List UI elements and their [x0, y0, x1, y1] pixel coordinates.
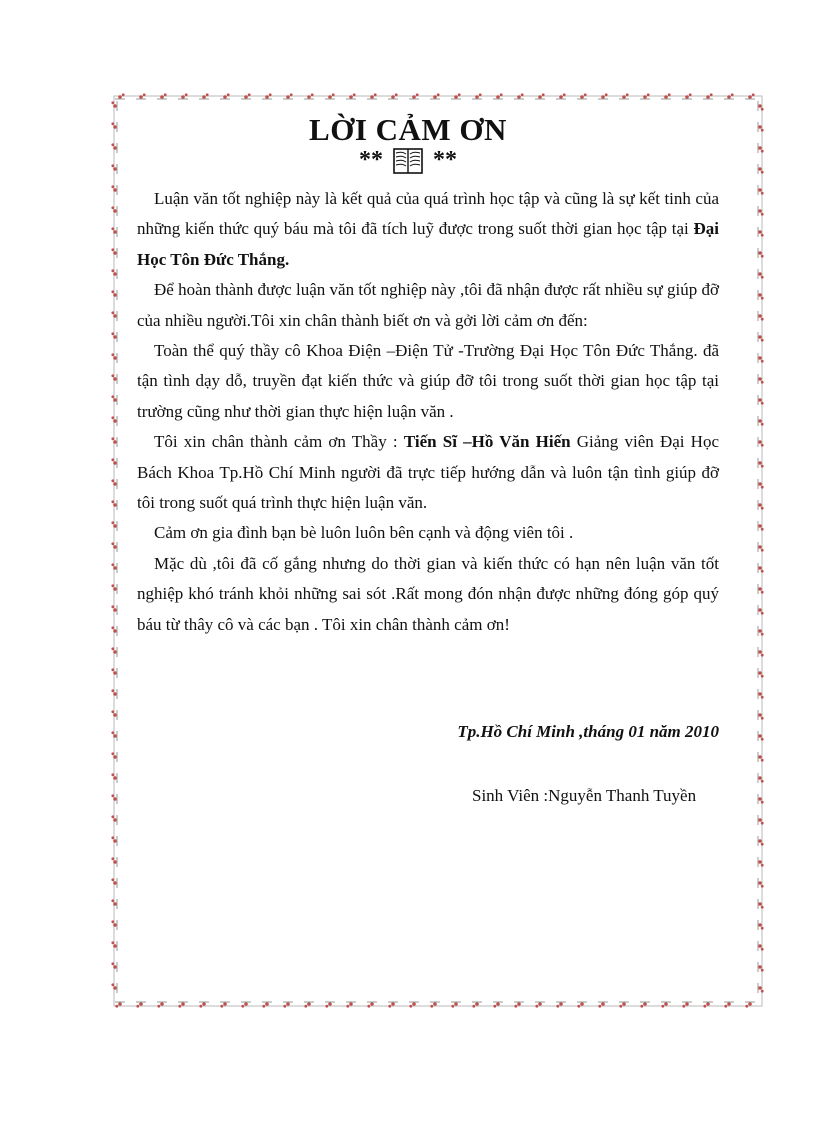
- paragraph-intro: [137, 184, 719, 275]
- ornament-stars-left: **: [359, 147, 383, 173]
- paragraph-thanks-lead: [137, 275, 719, 336]
- ornament-stars-right: **: [433, 147, 457, 173]
- paragraph-family: [137, 518, 719, 548]
- university-name: Đại Học Tôn Đức Thắng.: [137, 219, 719, 269]
- paragraph-text: Giảng viên Đại Học Bách Khoa Tp.Hồ Chí Minh người đã trực tiếp hướng dẫn và luôn tận tình giúp đỡ tôi trong suốt quá trình thực hiện luận văn.: [137, 432, 719, 513]
- paragraph-text: Tôi xin chân thành cảm ơn Thầy :: [154, 432, 404, 452]
- student-signature: Sinh Viên :Nguyễn Thanh Tuyền: [472, 786, 697, 805]
- title-ornament: [0, 147, 816, 174]
- place-date: Tp.Hồ Chí Minh ,tháng 01 năm 2010: [457, 722, 719, 741]
- paragraph-text: Toàn thể quý thầy cô Khoa Điện –Điện Tử -Trường Đại Học Tôn Đức Thắng. đã tận tình dạy dỗ, truyền đạt kiến thức và giúp đỡ tôi trong suốt thời gian học tập tại trường cũng như thời gian thực hiện luận văn .: [137, 341, 719, 421]
- paragraph-text: Cảm ơn gia đình bạn bè luôn luôn bên cạnh và động viên tôi .: [154, 523, 574, 543]
- paragraph-closing: [137, 549, 719, 640]
- page-title: LỜI CẢM ƠN: [309, 112, 507, 147]
- advisor-name: Tiến Sĩ –Hồ Văn Hiến: [403, 432, 571, 452]
- paragraph-text: Luận văn tốt nghiệp này là kết quả của quá trình học tập và cũng là sự kết tinh của những kiến thức quý báu mà tôi đã tích luỹ được trong suốt thời gian học tập tại: [137, 189, 719, 239]
- paragraph-advisor: [137, 427, 719, 518]
- book-icon: [393, 148, 423, 174]
- paragraph-text: Mặc dù ,tôi đã cố gắng nhưng do thời gian và kiến thức có hạn nên luận văn tốt nghiệp khó tránh khỏi những sai sót .Rất mong đón nhận được những đóng góp quý báu từ thây cô và các bạn . Tôi xin chân thành cảm ơn!: [137, 553, 719, 634]
- paragraph-text: Để hoàn thành được luận văn tốt nghiệp này ,tôi đã nhận được rất nhiều sự giúp đỡ của nhiều người.Tôi xin chân thành biết ơn và gởi lời cảm ơn đến:: [137, 280, 719, 330]
- paragraph-faculty: [137, 336, 719, 427]
- acknowledgement-body: [137, 184, 719, 640]
